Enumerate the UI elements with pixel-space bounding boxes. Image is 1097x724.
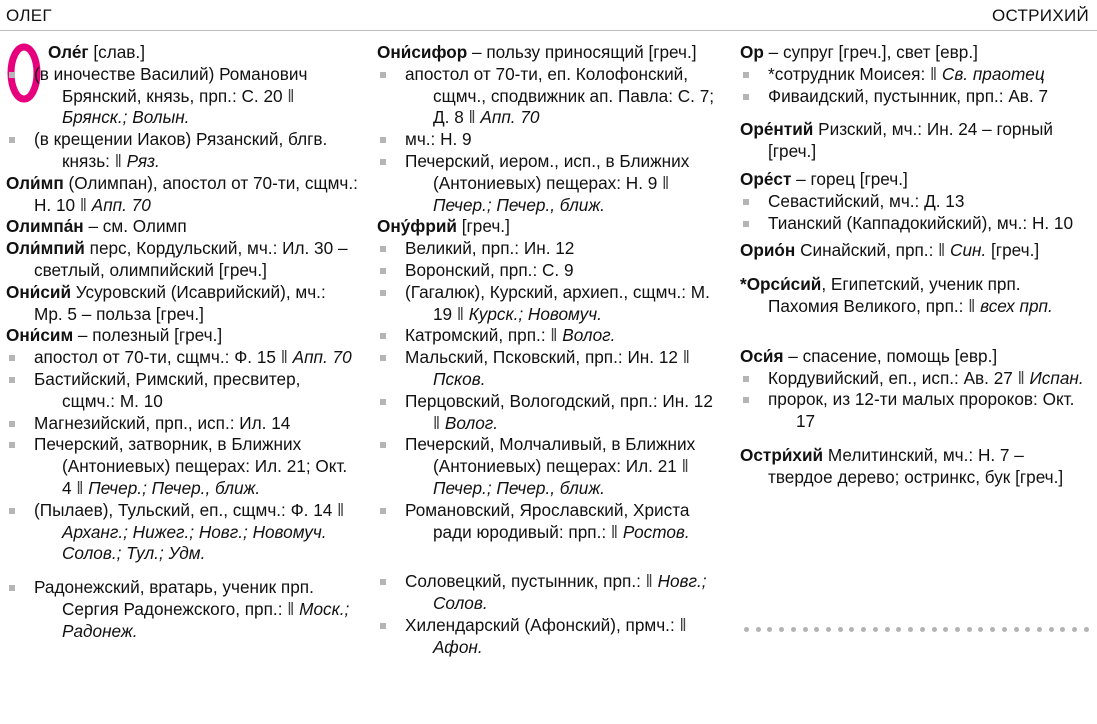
sub-entry-body [405, 151, 722, 216]
separator-dot [1014, 627, 1019, 632]
ref-separator: ‖ [79, 194, 92, 215]
entry-headword: Остри́хий [740, 444, 824, 465]
separator-dot [1084, 627, 1089, 632]
dictionary-entry [377, 216, 722, 238]
sub-entry [377, 238, 722, 260]
sub-entry [377, 500, 722, 544]
sub-entry [377, 129, 722, 151]
sub-entry-body [34, 434, 358, 499]
sub-entry-body [34, 64, 358, 129]
separator-dot [1060, 627, 1065, 632]
entry-reference: Моск.; Радонеж. [62, 598, 350, 641]
entry-text: мч.: Н. 9 [405, 129, 472, 150]
entry-text: Печерский, иером., исп., в Ближних (Антониевых) пещерах: Н. 9 [405, 150, 690, 193]
dictionary-entry [6, 282, 358, 326]
entry-text: Воронский, прп.: С. 9 [405, 259, 574, 280]
entry-text: , Египетский, ученик прп. Пахомия Великого, прп.: [768, 274, 1021, 316]
entry-reference: Курск.; Новомуч. [468, 303, 602, 324]
entry-reference: Волог. [562, 325, 616, 346]
entry-text: Магнезийский, прп., исп.: Ил. 14 [34, 412, 291, 433]
ref-separator: ‖ [550, 325, 563, 346]
sub-entry [740, 191, 1085, 213]
sub-entry [377, 282, 722, 326]
ref-separator: ‖ [287, 85, 295, 106]
sub-entry [377, 391, 722, 435]
entry-reference: Афон. [433, 636, 483, 657]
dotted-separator [744, 627, 1089, 637]
entry-reference: Печер.; Печер., ближ. [433, 194, 605, 215]
ref-separator: ‖ [662, 172, 670, 193]
dictionary-entry [6, 173, 358, 217]
sub-entry [6, 577, 358, 642]
entry-text: – спасение, помощь [евр.] [783, 345, 998, 366]
sub-entry [377, 260, 722, 282]
entry-text: Усуровский (Исаврийский), мч.: Мр. 5 – польза [греч.] [34, 281, 326, 324]
sub-entry [6, 347, 358, 369]
entry-text: перс, Кордульский, мч.: Ил. 30 – светлый, олимпийский [греч.] [34, 238, 348, 280]
sub-entry-body [768, 213, 1085, 235]
entry-headword: Ор [740, 42, 764, 62]
sub-entry-body [405, 500, 722, 544]
sub-entry [377, 64, 722, 129]
entry-text: Великий, прп.: Ин. 12 [405, 238, 575, 259]
entry-text: (в иночестве Василий) Романович Брянский, князь, прп.: С. 20 [34, 63, 308, 106]
sub-entry-body [768, 389, 1085, 433]
entry-text: – полезный [греч.] [73, 325, 223, 346]
ref-separator: ‖ [681, 456, 689, 477]
ref-separator: ‖ [679, 614, 687, 635]
entry-text: Ризский, мч.: Ин. 24 – горный [греч.] [768, 119, 1053, 162]
separator-dot [861, 627, 866, 632]
entry-text: (Олимпан), апостол от 70-ти, сщмч.: Н. 10 [34, 172, 358, 215]
entry-headword: Оли́мпий [6, 238, 85, 259]
entry-headword: Оле́г [48, 42, 89, 62]
sub-entry-body [768, 368, 1085, 390]
entry-text: (в крещении Иаков) Рязанский, блгв. князь: [34, 129, 328, 171]
sub-entry-body [768, 64, 1085, 86]
entry-reference: Св. праотец [941, 63, 1045, 84]
ref-separator: ‖ [280, 347, 293, 368]
separator-dot [967, 627, 972, 632]
separator-dot [978, 627, 983, 632]
entry-text: Севастийский, мч.: Д. 13 [768, 190, 965, 211]
dictionary-entry [6, 325, 358, 347]
sub-entry-body [34, 129, 358, 173]
separator-dot [932, 627, 937, 632]
dictionary-entry [6, 216, 358, 238]
sub-entry [740, 64, 1085, 86]
ref-separator: ‖ [610, 521, 623, 542]
entry-text: (Пылаев), Тульский, еп., сщмч.: Ф. 14 [34, 499, 338, 520]
running-head-left: ОЛЕГ [6, 6, 52, 25]
sub-entry-body [405, 571, 722, 615]
entry-text: – супруг [греч.], свет [евр.] [763, 42, 978, 62]
entry-headword: Они́сий [6, 281, 72, 302]
entry-reference: Син. [950, 240, 987, 261]
entry-headword: Они́сифор [377, 42, 468, 62]
sub-entry-body [405, 238, 722, 260]
entry-text: Кордувийский, еп., исп.: Ав. 27 [768, 367, 1018, 388]
entry-reference: Ростов. [622, 521, 690, 542]
ref-separator: ‖ [468, 107, 481, 128]
sub-entry [377, 571, 722, 615]
ref-separator: ‖ [930, 63, 942, 84]
separator-dot [803, 627, 808, 632]
separator-dot [885, 627, 890, 632]
separator-dot [943, 627, 948, 632]
sub-entry [740, 368, 1085, 390]
sub-entry-body [405, 615, 722, 659]
entry-headword: Оси́я [740, 345, 784, 366]
entry-text: – горец [греч.] [791, 168, 908, 189]
separator-dot [920, 627, 925, 632]
separator-dot [955, 627, 960, 632]
sub-entry [377, 151, 722, 216]
separator-dot [908, 627, 913, 632]
entry-reference: Волог. [444, 412, 499, 433]
entry-headword: Олимпа́н [6, 216, 84, 237]
entry-headword: Оре́нтий [740, 119, 814, 140]
entry-headword: Они́сим [6, 325, 74, 346]
entry-text: Катромский, прп.: [405, 325, 551, 346]
entry-reference: Новг.; Солов. [433, 571, 707, 614]
column-3 [740, 42, 1085, 489]
entry-text: Перцовский, Вологодский, прп.: Ин. 12 [405, 390, 713, 411]
dictionary-entry [740, 42, 1085, 64]
sub-entry-body [405, 391, 722, 435]
entry-reference: Апп. 70 [91, 194, 151, 215]
separator-dot [896, 627, 901, 632]
page-header [0, 0, 1097, 31]
separator-dot [873, 627, 878, 632]
sub-entry-body [405, 64, 722, 129]
entry-text: [греч.] [986, 240, 1040, 261]
column-2 [377, 42, 722, 659]
ref-separator: ‖ [337, 499, 345, 520]
sub-entry-body [405, 129, 722, 151]
separator-dot [744, 627, 749, 632]
entry-headword: Оли́мп [6, 172, 64, 193]
entry-text: Тианский (Каппадокийский), мч.: Н. 10 [768, 212, 1074, 233]
ref-separator: ‖ [456, 303, 469, 324]
separator-dot [767, 627, 772, 632]
entry-text: Печерский, Молчаливый, в Ближних (Антониевых) пещерах: Ил. 21 [405, 434, 696, 477]
entry-text: апостол от 70-ти, еп. Колофонский, сщмч., сподвижник ап. Павла: С. 7; Д. 8 [405, 63, 715, 128]
entry-text: Мелитинский, мч.: Н. 7 – твердое дерево; остринкс, бук [греч.] [768, 444, 1064, 487]
separator-dot [826, 627, 831, 632]
ref-separator: ‖ [938, 240, 951, 261]
separator-dot [990, 627, 995, 632]
entry-text: *сотрудник Моисея: [768, 63, 931, 84]
sub-entry-body [34, 413, 358, 435]
sub-entry [6, 500, 358, 565]
ref-separator: ‖ [433, 412, 445, 433]
sub-entry-body [34, 369, 358, 413]
ref-separator: ‖ [682, 347, 690, 368]
separator-dot [1025, 627, 1030, 632]
entry-headword: Ону́фрий [377, 216, 457, 237]
entry-text: Печерский, затворник, в Ближних (Антониевых) пещерах: Ил. 21; Окт. 4 [34, 434, 348, 498]
separator-dot [1002, 627, 1007, 632]
sub-entry [6, 369, 358, 413]
dictionary-entry [377, 42, 722, 64]
sub-entry [6, 413, 358, 435]
sub-entry-body [34, 577, 358, 642]
entry-text: пророк, из 12-ти малых пророков: Окт. 17 [768, 389, 1075, 432]
sub-entry [740, 86, 1085, 108]
entry-text: Соловецкий, пустынник, прп.: [405, 571, 646, 592]
entry-text: Синайский, прп.: [795, 240, 939, 261]
separator-dot [1037, 627, 1042, 632]
separator-dot [1072, 627, 1077, 632]
separator-dot [779, 627, 784, 632]
separator-dot [814, 627, 819, 632]
ref-separator: ‖ [968, 295, 981, 316]
separator-dot [838, 627, 843, 632]
separator-dot [849, 627, 854, 632]
entry-reference: Ряз. [126, 150, 160, 171]
sub-entry-body [405, 282, 722, 326]
entry-text: Бастийский, Римский, пресвитер, сщмч.: М. 10 [34, 368, 301, 411]
dictionary-entry [6, 238, 358, 282]
entry-reference: Псков. [433, 368, 486, 389]
entry-text: Хилендарский (Афонский), прмч.: [405, 614, 680, 635]
entry-text: Мальский, Псковский, прп.: Ин. 12 [405, 347, 683, 368]
running-head-right: ОСТРИХИЙ [991, 6, 1089, 25]
dictionary-entry [740, 240, 1085, 262]
entry-text: (Гагалюк), Курский, архиеп., сщмч.: М. 19 [405, 281, 710, 324]
entry-headword: Оре́ст [740, 168, 792, 189]
dictionary-entry [740, 169, 1085, 191]
column-1 [6, 42, 358, 643]
dictionary-entry [740, 445, 1085, 489]
dictionary-entry [6, 42, 358, 64]
entry-text: [слав.] [88, 42, 145, 62]
entry-text: – пользу приносящий [греч.] [467, 42, 697, 62]
entry-reference: Апп. 70 [292, 347, 352, 368]
entry-reference: Печер.; Печер., ближ. [88, 477, 261, 498]
ref-separator: ‖ [114, 150, 127, 171]
sub-entry [377, 347, 722, 391]
sub-entry [740, 389, 1085, 433]
separator-dot [756, 627, 761, 632]
sub-entry [6, 64, 358, 129]
entry-text: – см. Олимп [83, 216, 187, 237]
sub-entry-body [34, 500, 358, 565]
sub-entry [377, 325, 722, 347]
separator-dot [1049, 627, 1054, 632]
dictionary-entry [740, 119, 1085, 163]
ref-separator: ‖ [287, 598, 300, 619]
separator-dot [791, 627, 796, 632]
entry-headword: *Орси́сий [740, 274, 822, 295]
sub-entry [377, 615, 722, 659]
entry-reference: Брянск.; Волын. [62, 107, 190, 128]
entry-reference: Испан. [1029, 367, 1084, 388]
sub-entry [377, 434, 722, 499]
entry-text: [греч.] [456, 216, 510, 237]
entry-text: Романовский, Ярославский, Христа ради юродивый: прп.: [405, 499, 690, 542]
entry-reference: всех прп. [980, 295, 1053, 316]
dictionary-entry [740, 346, 1085, 368]
sub-entry-body [405, 325, 722, 347]
ref-separator: ‖ [1017, 367, 1030, 388]
sub-entry-body [405, 434, 722, 499]
entry-reference: Печер.; Печер., ближ. [433, 477, 605, 498]
entry-headword: Орио́н [740, 240, 796, 261]
sub-entry-body [768, 191, 1085, 213]
entry-text: Фиваидский, пустынник, прп.: Ав. 7 [768, 85, 1049, 106]
entry-reference: Апп. 70 [480, 107, 540, 128]
entry-text: апостол от 70-ти, сщмч.: Ф. 15 [34, 347, 281, 368]
dictionary-entry [740, 274, 1085, 318]
sub-entry [6, 434, 358, 499]
sub-entry-body [34, 347, 358, 369]
ref-separator: ‖ [76, 477, 89, 498]
sub-entry-body [405, 347, 722, 391]
entry-reference: Арханг.; Нижег.; Новг.; Новомуч. Солов.; Тул.; Удм. [62, 521, 327, 564]
ref-separator: ‖ [645, 571, 658, 592]
sub-entry-body [768, 86, 1085, 108]
sub-entry [740, 213, 1085, 235]
entry-text: Радонежский, вратарь, ученик прп. Сергия Радонежского, прп.: [34, 577, 314, 619]
sub-entry [6, 129, 358, 173]
sub-entry-body [405, 260, 722, 282]
